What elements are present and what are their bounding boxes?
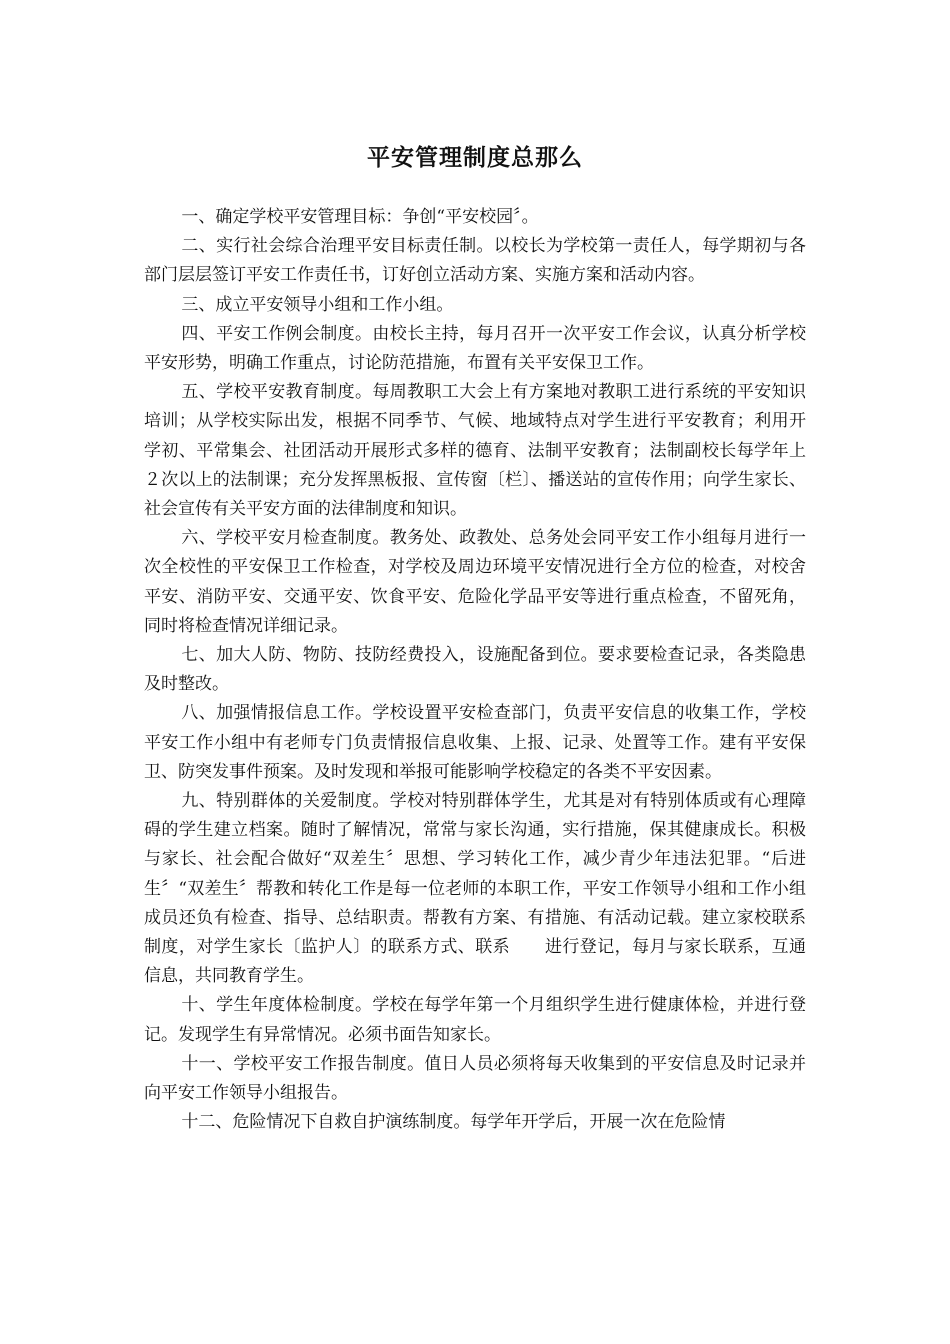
document-title: 平安管理制度总那么 [367, 144, 583, 171]
paragraph-9: 九、特别群体的关爱制度。学校对特别群体学生，尤其是对有特别体质或有心理障碍的学生建立档案。随时了解情况，常常与家长沟通，实行措施，保其健康成长。积极与家长、社会配合做好“双差生〞思想、学习转化工作，减少青少年违法犯罪。“后进生〞“双差生〞帮教和转化工作是每一位老师的本职工作，平安工作领导小组和工作小组成员还负有检查、指导、总结职责。帮教有方案、有措施、有活动记载。建立家校联系制度，对学生家长〔监护人〕的联系方式、联系 进行登记，每月与家长联系，互通信息，共同教育学生。 [144, 791, 806, 987]
paragraph-1: 一、确定学校平安管理目标：争创“平安校园〞。 [181, 207, 539, 227]
document-body [144, 203, 806, 1138]
paragraph-7: 七、加大人防、物防、技防经费投入，设施配备到位。要求要检查记录，各类隐患及时整改。 [144, 645, 806, 695]
paragraph-6: 六、学校平安月检查制度。教务处、政教处、总务处会同平安工作小组每月进行一次全校性的平安保卫工作检查，对学校及周边环境平安情况进行全方位的检查，对校舍平安、消防平安、交通平安、饮食平安、危险化学品平安等进行重点检查，不留死角，同时将检查情况详细记录。 [144, 528, 806, 636]
paragraph-3: 三、成立平安领导小组和工作小组。 [181, 294, 454, 315]
paragraph-12: 十二、危险情况下自救自护演练制度。每学年开学后，开展一次在危险情 [181, 1112, 726, 1133]
paragraph-8: 八、加强情报信息工作。学校设置平安检查部门，负责平安信息的收集工作，学校平安工作小组中有老师专门负责情报信息收集、上报、记录、处置等工作。建有平安保卫、防突发事件预案。及时发现和举报可能影响学校稳定的各类不平安因素。 [144, 703, 806, 782]
paragraph-4: 四、平安工作例会制度。由校长主持，每月召开一次平安工作会议，认真分析学校平安形势，明确工作重点，讨论防范措施，布置有关平安保卫工作。 [144, 323, 806, 374]
paragraph-5: 五、学校平安教育制度。每周教职工大会上有方案地对教职工进行系统的平安知识培训；从学校实际出发，根据不同季节、气候、地域特点对学生进行平安教育；利用开学初、平常集会、社团活动开展形式多样的德育、法制平安教育；法制副校长每学年上２次以上的法制课；充分发挥黑板报、宣传窗〔栏〕、播送站的宣传作用；向学生家长、社会宣传有关平安方面的法律制度和知识。 [144, 382, 806, 520]
paragraph-2: 二、实行社会综合治理平安目标责任制。以校长为学校第一责任人，每学期初与各部门层层签订平安工作责任书，订好创立活动方案、实施方案和活动内容。 [144, 236, 806, 286]
paragraph-11: 十一、学校平安工作报告制度。值日人员必须将每天收集到的平安信息及时记录并向平安工作领导小组报告。 [144, 1053, 806, 1104]
paragraph-10: 十、学生年度体检制度。学校在每学年第一个月组织学生进行健康体检，并进行登记。发现学生有异常情况。必须书面告知家长。 [144, 995, 806, 1045]
